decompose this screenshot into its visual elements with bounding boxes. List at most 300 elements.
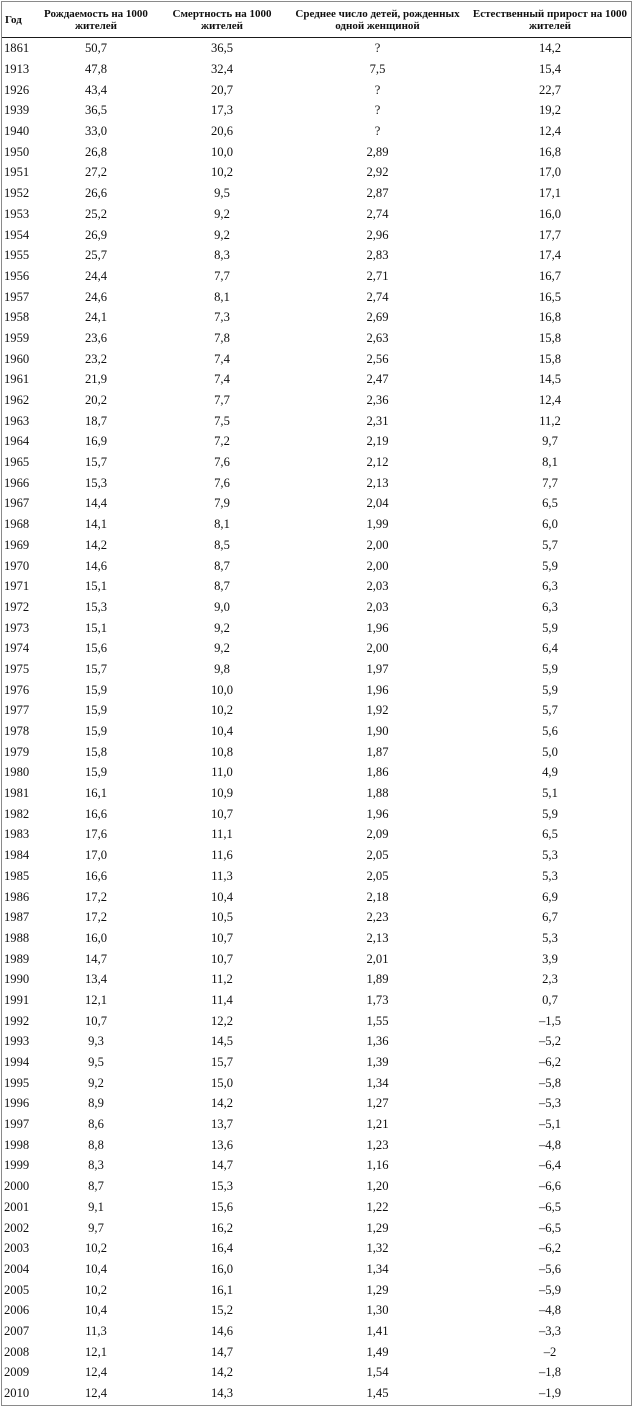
cell-fertility: 1,29 [366, 1282, 389, 1297]
table-row [2, 245, 631, 266]
table-row [2, 866, 631, 887]
cell-year: 1950 [4, 144, 30, 159]
table-row [2, 803, 631, 824]
cell-fertility: 2,31 [366, 413, 389, 428]
cell-death-rate: 14,6 [210, 1323, 234, 1338]
cell-natural-growth: –4,8 [538, 1303, 562, 1318]
cell-natural-growth: 6,3 [542, 579, 558, 594]
cell-year: 2006 [4, 1303, 30, 1318]
cell-year: 1993 [4, 1034, 30, 1049]
cell-natural-growth: 7,7 [542, 475, 558, 490]
table-row [2, 907, 631, 928]
cell-birth-rate: 23,2 [84, 351, 108, 366]
cell-year: 2007 [4, 1323, 30, 1338]
table-row [2, 100, 631, 121]
cell-fertility: 2,03 [366, 579, 389, 594]
cell-birth-rate: 15,1 [84, 620, 108, 635]
table-row [2, 1072, 631, 1093]
cell-death-rate: 7,4 [214, 351, 230, 366]
table-row [2, 845, 631, 866]
cell-year: 1962 [4, 393, 30, 408]
table-row [2, 1341, 631, 1362]
cell-year: 1861 [4, 41, 30, 56]
cell-year: 1983 [4, 827, 30, 842]
cell-year: 1985 [4, 868, 30, 883]
cell-birth-rate: 25,7 [84, 248, 108, 263]
cell-fertility: 2,71 [366, 268, 389, 283]
table-row [2, 576, 631, 597]
cell-birth-rate: 10,4 [84, 1261, 108, 1276]
cell-birth-rate: 12,1 [84, 1344, 108, 1359]
cell-birth-rate: 24,6 [84, 289, 108, 304]
cell-death-rate: 16,1 [210, 1282, 234, 1297]
cell-birth-rate: 8,7 [88, 1179, 104, 1194]
cell-birth-rate: 16,1 [84, 786, 108, 801]
cell-natural-growth: –3,3 [538, 1323, 562, 1338]
cell-natural-growth: 2,3 [542, 972, 558, 987]
cell-birth-rate: 9,7 [88, 1220, 104, 1235]
cell-fertility: 1,96 [366, 682, 389, 697]
cell-birth-rate: 17,2 [84, 910, 108, 925]
cell-fertility: 1,49 [366, 1344, 389, 1359]
cell-fertility: 2,09 [366, 827, 389, 842]
cell-birth-rate: 15,7 [84, 661, 108, 676]
table-body [2, 38, 631, 1404]
table-row [2, 514, 631, 535]
cell-birth-rate: 15,7 [84, 455, 108, 470]
cell-year: 1973 [4, 620, 30, 635]
cell-fertility: 2,87 [366, 186, 389, 201]
cell-year: 1988 [4, 930, 30, 945]
cell-fertility: 2,19 [366, 434, 389, 449]
cell-birth-rate: 26,6 [84, 186, 108, 201]
table-row [2, 452, 631, 473]
cell-natural-growth: –6,6 [538, 1179, 562, 1194]
header-row [2, 3, 631, 38]
cell-birth-rate: 9,5 [88, 1055, 104, 1070]
cell-fertility: 1,96 [366, 620, 389, 635]
cell-death-rate: 20,7 [210, 82, 234, 97]
cell-year: 1999 [4, 1158, 30, 1173]
cell-death-rate: 7,7 [214, 268, 230, 283]
table-row [2, 121, 631, 142]
cell-birth-rate: 14,1 [84, 517, 108, 532]
table-row [2, 141, 631, 162]
cell-death-rate: 7,9 [214, 496, 230, 511]
cell-birth-rate: 16,6 [84, 806, 108, 821]
cell-birth-rate: 9,1 [88, 1199, 104, 1214]
cell-year: 1996 [4, 1096, 30, 1111]
cell-birth-rate: 23,6 [84, 330, 108, 345]
cell-year: 1969 [4, 537, 30, 552]
cell-natural-growth: 5,0 [542, 744, 558, 759]
table-row [2, 1362, 631, 1383]
demographics-table [2, 3, 631, 1403]
table-row [2, 59, 631, 80]
cell-year: 2009 [4, 1365, 30, 1380]
table-row [2, 1134, 631, 1155]
cell-birth-rate: 8,8 [88, 1137, 104, 1152]
cell-birth-rate: 16,9 [84, 434, 108, 449]
table-row [2, 348, 631, 369]
cell-natural-growth: 16,5 [538, 289, 562, 304]
table-row [2, 1176, 631, 1197]
cell-birth-rate: 15,9 [84, 703, 108, 718]
table-row [2, 886, 631, 907]
cell-death-rate: 10,5 [210, 910, 234, 925]
table-row [2, 1155, 631, 1176]
cell-natural-growth: 5,9 [542, 682, 558, 697]
cell-year: 1971 [4, 579, 30, 594]
cell-death-rate: 16,4 [210, 1241, 234, 1256]
table-row [2, 990, 631, 1011]
cell-birth-rate: 10,2 [84, 1241, 108, 1256]
cell-year: 1957 [4, 289, 30, 304]
cell-birth-rate: 10,4 [84, 1303, 108, 1318]
cell-death-rate: 10,8 [210, 744, 234, 759]
cell-birth-rate: 15,9 [84, 765, 108, 780]
cell-natural-growth: 5,7 [542, 537, 558, 552]
cell-natural-growth: –6,2 [538, 1241, 562, 1256]
cell-birth-rate: 24,4 [84, 268, 108, 283]
table-row [2, 928, 631, 949]
cell-natural-growth: 15,8 [538, 351, 562, 366]
cell-death-rate: 15,6 [210, 1199, 234, 1214]
cell-fertility: 2,74 [366, 206, 389, 221]
cell-year: 1984 [4, 848, 30, 863]
table-row [2, 1010, 631, 1031]
table-row [2, 1052, 631, 1073]
cell-year: 2008 [4, 1344, 30, 1359]
cell-birth-rate: 8,6 [88, 1117, 104, 1132]
cell-fertility: 1,73 [366, 992, 389, 1007]
cell-death-rate: 10,7 [210, 806, 234, 821]
cell-natural-growth: 3,9 [542, 951, 558, 966]
cell-birth-rate: 26,9 [84, 227, 108, 242]
cell-death-rate: 7,4 [214, 372, 230, 387]
cell-fertility: 1,96 [366, 806, 389, 821]
cell-fertility: 1,34 [366, 1075, 389, 1090]
cell-death-rate: 7,6 [214, 455, 230, 470]
cell-year: 2000 [4, 1179, 30, 1194]
cell-natural-growth: 6,3 [542, 599, 558, 614]
cell-death-rate: 14,7 [210, 1344, 234, 1359]
cell-death-rate: 11,6 [211, 848, 233, 863]
cell-birth-rate: 14,2 [84, 537, 108, 552]
cell-birth-rate: 50,7 [84, 41, 108, 56]
cell-fertility: 2,83 [366, 248, 389, 263]
cell-fertility: 2,01 [366, 951, 389, 966]
cell-year: 1939 [4, 103, 30, 118]
cell-year: 2002 [4, 1220, 30, 1235]
cell-natural-growth: 6,0 [542, 517, 558, 532]
cell-death-rate: 8,1 [214, 289, 230, 304]
cell-birth-rate: 8,3 [88, 1158, 104, 1173]
cell-fertility: 1,90 [366, 724, 389, 739]
cell-year: 1975 [4, 661, 30, 676]
header-birth-rate: Рождаемость на 1000 жителей [34, 3, 158, 38]
cell-natural-growth: 15,8 [538, 330, 562, 345]
cell-natural-growth: –1,5 [538, 1013, 562, 1028]
cell-natural-growth: 14,2 [538, 41, 562, 56]
cell-natural-growth: –5,3 [538, 1096, 562, 1111]
table-row [2, 390, 631, 411]
cell-natural-growth: 16,7 [538, 268, 562, 283]
table-row [2, 307, 631, 328]
cell-birth-rate: 10,7 [84, 1013, 108, 1028]
cell-year: 1992 [4, 1013, 30, 1028]
cell-birth-rate: 24,1 [84, 310, 108, 325]
cell-fertility: 1,36 [366, 1034, 389, 1049]
cell-natural-growth: 16,8 [538, 144, 562, 159]
cell-fertility: 1,92 [366, 703, 389, 718]
cell-fertility: ? [374, 82, 381, 97]
cell-fertility: 1,54 [366, 1365, 389, 1380]
cell-year: 1959 [4, 330, 30, 345]
cell-fertility: 2,92 [366, 165, 389, 180]
cell-birth-rate: 21,9 [84, 372, 108, 387]
cell-death-rate: 16,0 [210, 1261, 234, 1276]
cell-birth-rate: 47,8 [84, 62, 108, 77]
cell-year: 1998 [4, 1137, 30, 1152]
table-row [2, 555, 631, 576]
cell-natural-growth: 8,1 [542, 455, 558, 470]
cell-natural-growth: 5,3 [542, 848, 558, 863]
cell-death-rate: 9,8 [214, 661, 230, 676]
cell-birth-rate: 33,0 [84, 124, 108, 139]
cell-year: 1963 [4, 413, 30, 428]
cell-birth-rate: 36,5 [84, 103, 108, 118]
cell-death-rate: 9,5 [214, 186, 230, 201]
cell-year: 1966 [4, 475, 30, 490]
cell-birth-rate: 25,2 [84, 206, 108, 221]
table-row [2, 266, 631, 287]
header-fertility: Среднее число детей, рожденных одной женщиной [286, 3, 469, 38]
cell-year: 1991 [4, 992, 30, 1007]
cell-year: 1913 [4, 62, 30, 77]
cell-birth-rate: 14,4 [84, 496, 108, 511]
cell-fertility: 2,00 [366, 558, 389, 573]
cell-natural-growth: –4,8 [538, 1137, 562, 1152]
cell-natural-growth: 5,3 [542, 930, 558, 945]
cell-natural-growth: 6,4 [542, 641, 558, 656]
cell-year: 1994 [4, 1055, 30, 1070]
cell-death-rate: 8,5 [214, 537, 230, 552]
cell-fertility: 1,27 [366, 1096, 389, 1111]
cell-birth-rate: 16,6 [84, 868, 108, 883]
cell-year: 1968 [4, 517, 30, 532]
table-row [2, 1217, 631, 1238]
cell-death-rate: 14,7 [210, 1158, 234, 1173]
cell-natural-growth: –6,2 [538, 1055, 562, 1070]
cell-year: 1955 [4, 248, 30, 263]
cell-fertility: 2,23 [366, 910, 389, 925]
cell-natural-growth: 6,7 [542, 910, 558, 925]
cell-natural-growth: 16,0 [538, 206, 562, 221]
table-row [2, 679, 631, 700]
cell-fertility: 2,56 [366, 351, 389, 366]
cell-death-rate: 14,2 [210, 1096, 234, 1111]
cell-year: 1980 [4, 765, 30, 780]
table-row [2, 472, 631, 493]
cell-fertility: 2,00 [366, 641, 389, 656]
cell-birth-rate: 12,4 [84, 1365, 108, 1380]
cell-fertility: 1,88 [366, 786, 389, 801]
cell-natural-growth: 22,7 [538, 82, 562, 97]
cell-year: 2001 [4, 1199, 30, 1214]
cell-year: 1972 [4, 599, 30, 614]
cell-birth-rate: 15,3 [84, 599, 108, 614]
cell-year: 1989 [4, 951, 30, 966]
table-row [2, 1031, 631, 1052]
cell-death-rate: 20,6 [210, 124, 234, 139]
cell-death-rate: 10,4 [210, 724, 234, 739]
cell-fertility: 2,13 [366, 475, 389, 490]
cell-death-rate: 36,5 [210, 41, 234, 56]
cell-year: 1952 [4, 186, 30, 201]
cell-fertility: 1,39 [366, 1055, 389, 1070]
table-row [2, 1114, 631, 1135]
cell-year: 1953 [4, 206, 30, 221]
table-row [2, 597, 631, 618]
cell-death-rate: 8,1 [214, 517, 230, 532]
table-row [2, 38, 631, 59]
cell-fertility: 1,45 [366, 1386, 389, 1401]
cell-birth-rate: 9,3 [88, 1034, 104, 1049]
cell-natural-growth: 0,7 [542, 992, 558, 1007]
cell-year: 1979 [4, 744, 30, 759]
cell-death-rate: 10,0 [210, 144, 234, 159]
cell-birth-rate: 12,1 [84, 992, 108, 1007]
cell-fertility: 2,03 [366, 599, 389, 614]
cell-birth-rate: 17,2 [84, 889, 108, 904]
cell-natural-growth: 11,2 [539, 413, 561, 428]
cell-birth-rate: 9,2 [88, 1075, 104, 1090]
cell-birth-rate: 17,6 [84, 827, 108, 842]
cell-death-rate: 11,2 [211, 972, 233, 987]
header-natural-growth: Естественный прирост на 1000 жителей [469, 3, 631, 38]
cell-fertility: 1,32 [366, 1241, 389, 1256]
cell-birth-rate: 27,2 [84, 165, 108, 180]
cell-natural-growth: 4,9 [542, 765, 558, 780]
cell-natural-growth: –5,8 [538, 1075, 562, 1090]
cell-natural-growth: 5,9 [542, 620, 558, 635]
cell-birth-rate: 11,3 [85, 1323, 107, 1338]
cell-fertility: 2,05 [366, 868, 389, 883]
cell-fertility: 2,12 [366, 455, 389, 470]
table-row [2, 493, 631, 514]
cell-death-rate: 13,6 [210, 1137, 234, 1152]
cell-fertility: 2,18 [366, 889, 389, 904]
cell-natural-growth: –6,4 [538, 1158, 562, 1173]
cell-death-rate: 11,3 [211, 868, 233, 883]
cell-year: 1986 [4, 889, 30, 904]
cell-fertility: 1,20 [366, 1179, 389, 1194]
cell-death-rate: 9,2 [214, 641, 230, 656]
cell-birth-rate: 10,2 [84, 1282, 108, 1297]
cell-birth-rate: 17,0 [84, 848, 108, 863]
cell-natural-growth: –5,1 [538, 1117, 562, 1132]
cell-natural-growth: 17,7 [538, 227, 562, 242]
table-row [2, 969, 631, 990]
cell-death-rate: 11,1 [211, 827, 233, 842]
table-row [2, 1259, 631, 1280]
cell-fertility: 1,21 [366, 1117, 389, 1132]
cell-fertility: 1,41 [366, 1323, 389, 1338]
cell-death-rate: 14,3 [210, 1386, 234, 1401]
table-header [2, 3, 631, 38]
cell-natural-growth: 9,7 [542, 434, 558, 449]
cell-birth-rate: 14,6 [84, 558, 108, 573]
table-row [2, 162, 631, 183]
table-row [2, 328, 631, 349]
cell-birth-rate: 15,8 [84, 744, 108, 759]
cell-birth-rate: 18,7 [84, 413, 108, 428]
cell-natural-growth: 17,1 [538, 186, 562, 201]
cell-death-rate: 17,3 [210, 103, 234, 118]
cell-natural-growth: 12,4 [538, 124, 562, 139]
table-row [2, 79, 631, 100]
cell-year: 2005 [4, 1282, 30, 1297]
cell-year: 1940 [4, 124, 30, 139]
cell-fertility: 1,34 [366, 1261, 389, 1276]
cell-death-rate: 11,0 [211, 765, 233, 780]
header-death-rate: Смертность на 1000 жителей [158, 3, 286, 38]
cell-natural-growth: 14,5 [538, 372, 562, 387]
cell-death-rate: 14,2 [210, 1365, 234, 1380]
cell-natural-growth: –1,9 [538, 1386, 562, 1401]
cell-death-rate: 10,7 [210, 930, 234, 945]
cell-year: 1964 [4, 434, 30, 449]
cell-natural-growth: 5,9 [542, 661, 558, 676]
table-row [2, 762, 631, 783]
cell-natural-growth: 5,3 [542, 868, 558, 883]
cell-fertility: 2,13 [366, 930, 389, 945]
cell-birth-rate: 43,4 [84, 82, 108, 97]
table-row [2, 1093, 631, 1114]
cell-year: 1990 [4, 972, 30, 987]
table-row [2, 1197, 631, 1218]
cell-year: 1958 [4, 310, 30, 325]
cell-year: 2003 [4, 1241, 30, 1256]
table-row [2, 1383, 631, 1404]
cell-year: 2010 [4, 1386, 30, 1401]
cell-natural-growth: 6,9 [542, 889, 558, 904]
cell-natural-growth: 17,0 [538, 165, 562, 180]
table-row [2, 1279, 631, 1300]
cell-fertility: 2,00 [366, 537, 389, 552]
cell-fertility: ? [374, 41, 381, 56]
cell-death-rate: 10,2 [210, 703, 234, 718]
cell-fertility: 1,22 [366, 1199, 389, 1214]
cell-death-rate: 8,7 [214, 579, 230, 594]
cell-natural-growth: 5,7 [542, 703, 558, 718]
cell-fertility: 2,63 [366, 330, 389, 345]
cell-fertility: 2,89 [366, 144, 389, 159]
cell-birth-rate: 15,9 [84, 724, 108, 739]
table-row [2, 224, 631, 245]
table-row [2, 183, 631, 204]
cell-natural-growth: 17,4 [538, 248, 562, 263]
cell-death-rate: 15,0 [210, 1075, 234, 1090]
cell-fertility: 2,04 [366, 496, 389, 511]
cell-natural-growth: 6,5 [542, 496, 558, 511]
cell-fertility: 1,16 [366, 1158, 389, 1173]
table-row [2, 638, 631, 659]
table-row [2, 204, 631, 225]
table-row [2, 431, 631, 452]
cell-death-rate: 10,7 [210, 951, 234, 966]
